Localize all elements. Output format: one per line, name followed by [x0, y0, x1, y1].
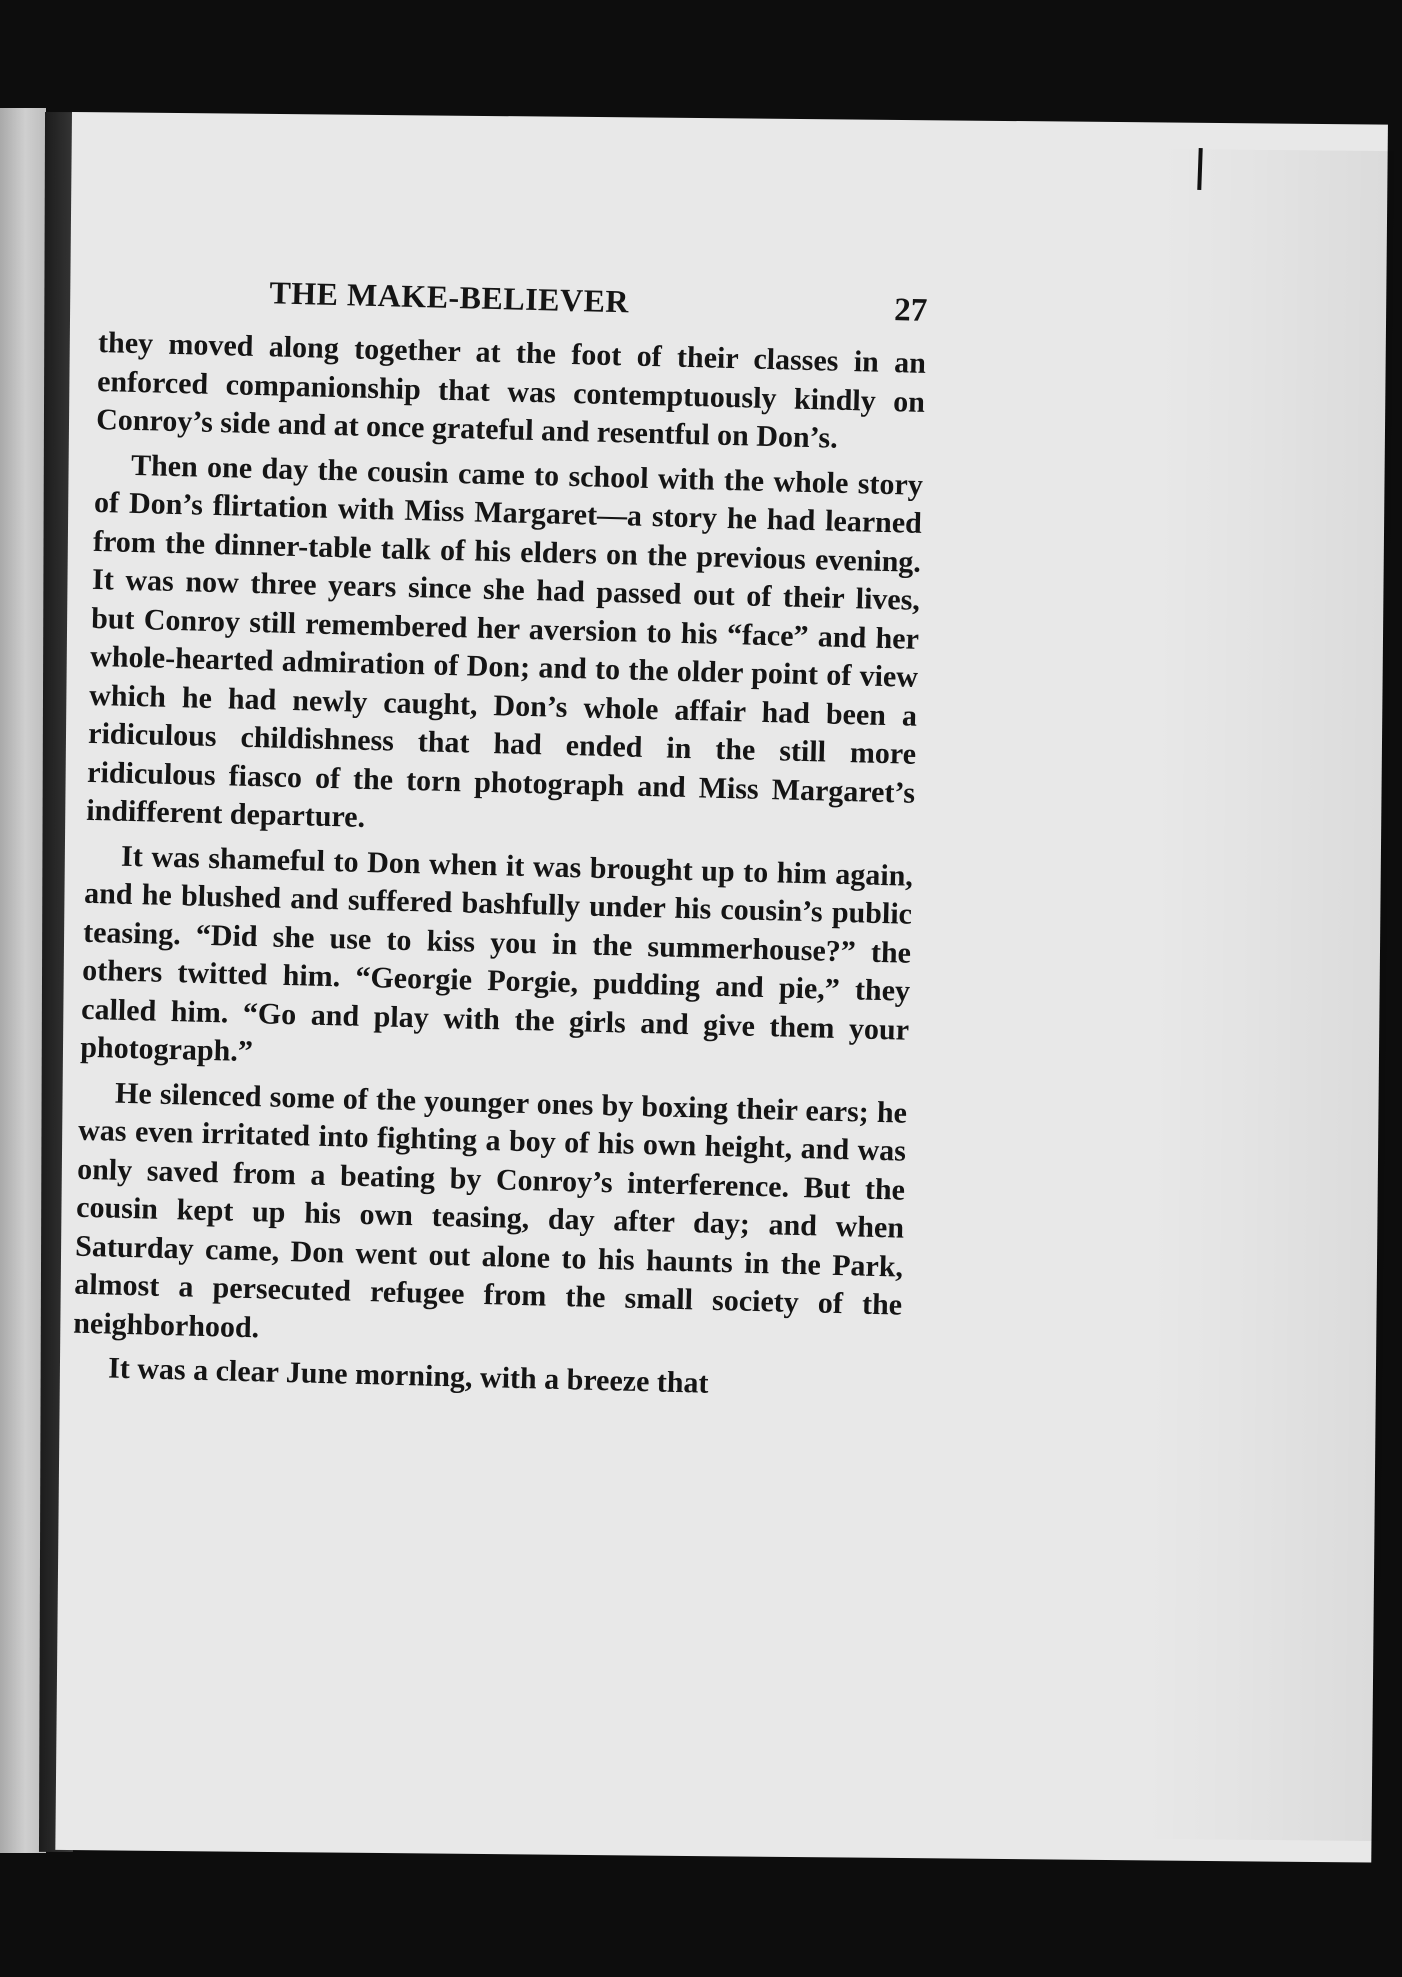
paragraph: It was a clear June morning, with a breeze that — [107, 1351, 709, 1400]
paragraph: they moved along together at the foot of their classes in an enforced companionship that was contemptuously kindly on Conroy’s side and at once grateful and resentful on Don’s. — [95, 325, 927, 455]
page-number: 27 — [893, 292, 928, 329]
paragraph: It was shameful to Don when it was brought up to him again, and he blushed and suffered bashfully under his cousin’s public teasing. “Did she use to kiss you in the summerhouse?” the others twitted him. “Georgie Porgie, pudding and pie,” they called him. “Go and play with the girls and give them your photograph.” — [79, 839, 914, 1069]
paragraph: He silenced some of the younger ones by boxing their ears; he was even irritated into fighting a boy of his own height, and was only saved from a beating by Conroy’s interference. But the cousin kept up his own teasing, day after day; and when Saturday came, Don went out alone to his haunts in the Park, almost a persecuted refugee from the small society of the neighborhood. — [72, 1076, 908, 1344]
page-text-block — [72, 270, 928, 1414]
page-fold-shade — [1142, 149, 1394, 1841]
paragraph: Then one day the cousin came to school with the whole story of Don’s flirtation with Miss Margaret—a story he had learned from the dinner-table talk of his elders on the previous evening. It was now three years since she had passed out of their lives, but Conroy still remembered her aversion to his “face” and her whole-hearted admiration of Don; and to the older point of view which he had newly caught, Don’s whole affair had been a ridiculous childishness that had ended in the still more ridiculous fiasco of the torn photograph and Miss Margaret’s indifferent departure. — [85, 448, 924, 834]
running-title: THE MAKE-BELIEVER — [269, 274, 630, 320]
